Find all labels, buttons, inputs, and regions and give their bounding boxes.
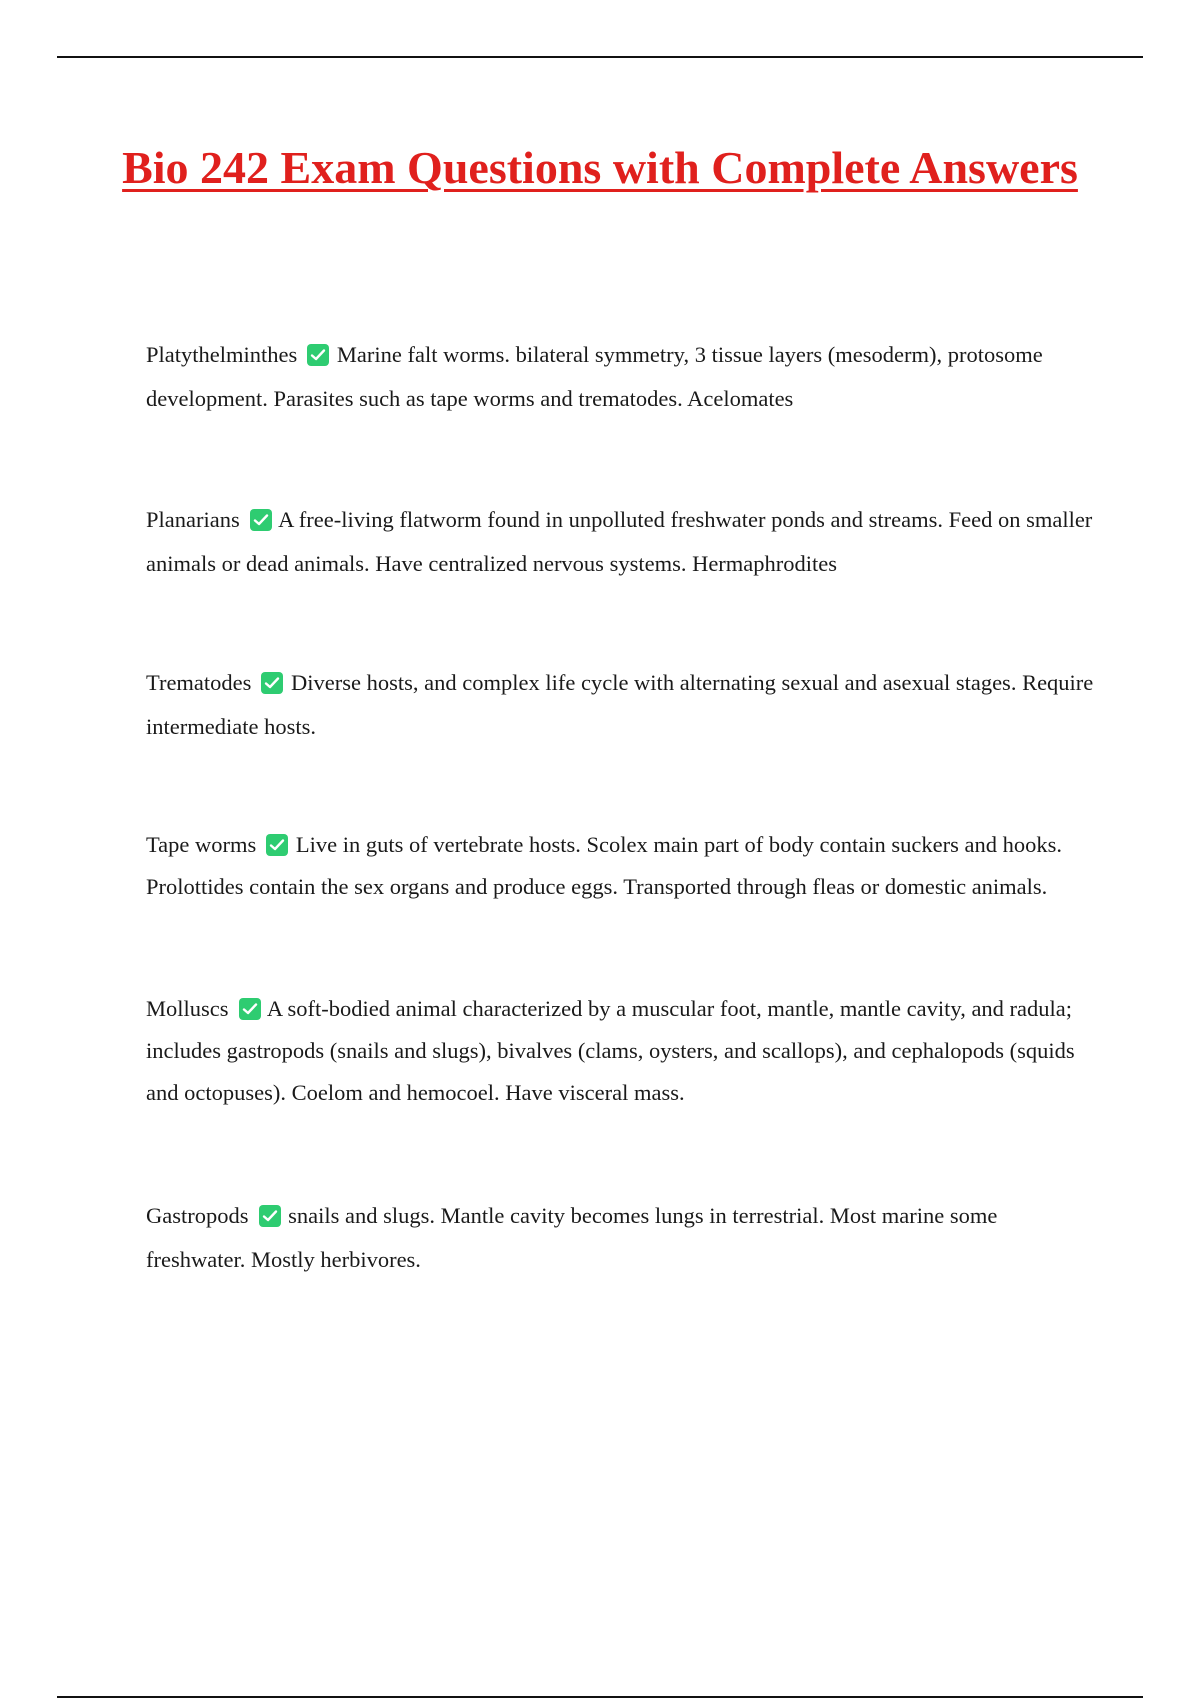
entry-term: Molluscs: [146, 996, 229, 1021]
entry-term: Planarians: [146, 507, 240, 532]
entry-answer: snails and slugs. Mantle cavity becomes lungs in terrestrial. Most marine some freshwater. Mostly herbivores.: [146, 1203, 998, 1272]
entry-answer: Diverse hosts, and complex life cycle with alternating sexual and asexual stages. Require intermediate hosts.: [146, 670, 1094, 739]
entry-term: Trematodes: [146, 670, 252, 695]
qa-entry: [146, 824, 1096, 908]
bottom-rule: [57, 1696, 1143, 1698]
qa-entry: [146, 988, 1096, 1114]
check-box-icon: [307, 344, 329, 366]
top-rule: [57, 56, 1143, 58]
qa-entry: [146, 333, 1096, 421]
check-box-icon: [250, 509, 272, 531]
qa-list: [146, 333, 1096, 1282]
entry-answer: A free-living flatworm found in unpolluted freshwater ponds and streams. Feed on smaller animals or dead animals. Have centralized nervous systems. Hermaphrodites: [146, 507, 1093, 576]
check-box-icon: [259, 1205, 281, 1227]
entry-answer: Marine falt worms. bilateral symmetry, 3 tissue layers (mesoderm), protosome development. Parasites such as tape worms and trematodes. Acelomates: [146, 342, 1043, 411]
qa-entry: [146, 498, 1096, 586]
check-box-icon: [266, 834, 288, 856]
entry-answer: A soft-bodied animal characterized by a muscular foot, mantle, mantle cavity, and radula; includes gastropods (snails and slugs), bivalves (clams, oysters, and scallops), and cephalopods (squids and octopuses). Coelom and hemocoel. Have visceral mass.: [146, 996, 1075, 1105]
page-title: Bio 242 Exam Questions with Complete Answers: [122, 142, 1078, 193]
entry-term: Gastropods: [146, 1203, 249, 1228]
entry-answer: Live in guts of vertebrate hosts. Scolex main part of body contain suckers and hooks. Prolottides contain the sex organs and produce eggs. Transported through fleas or domestic animals.: [146, 832, 1062, 899]
check-box-icon: [261, 672, 283, 694]
qa-entry: [146, 661, 1096, 749]
check-box-icon: [239, 998, 261, 1020]
entry-term: Platythelminthes: [146, 342, 298, 367]
qa-entry: [146, 1194, 1096, 1282]
entry-term: Tape worms: [146, 832, 257, 857]
